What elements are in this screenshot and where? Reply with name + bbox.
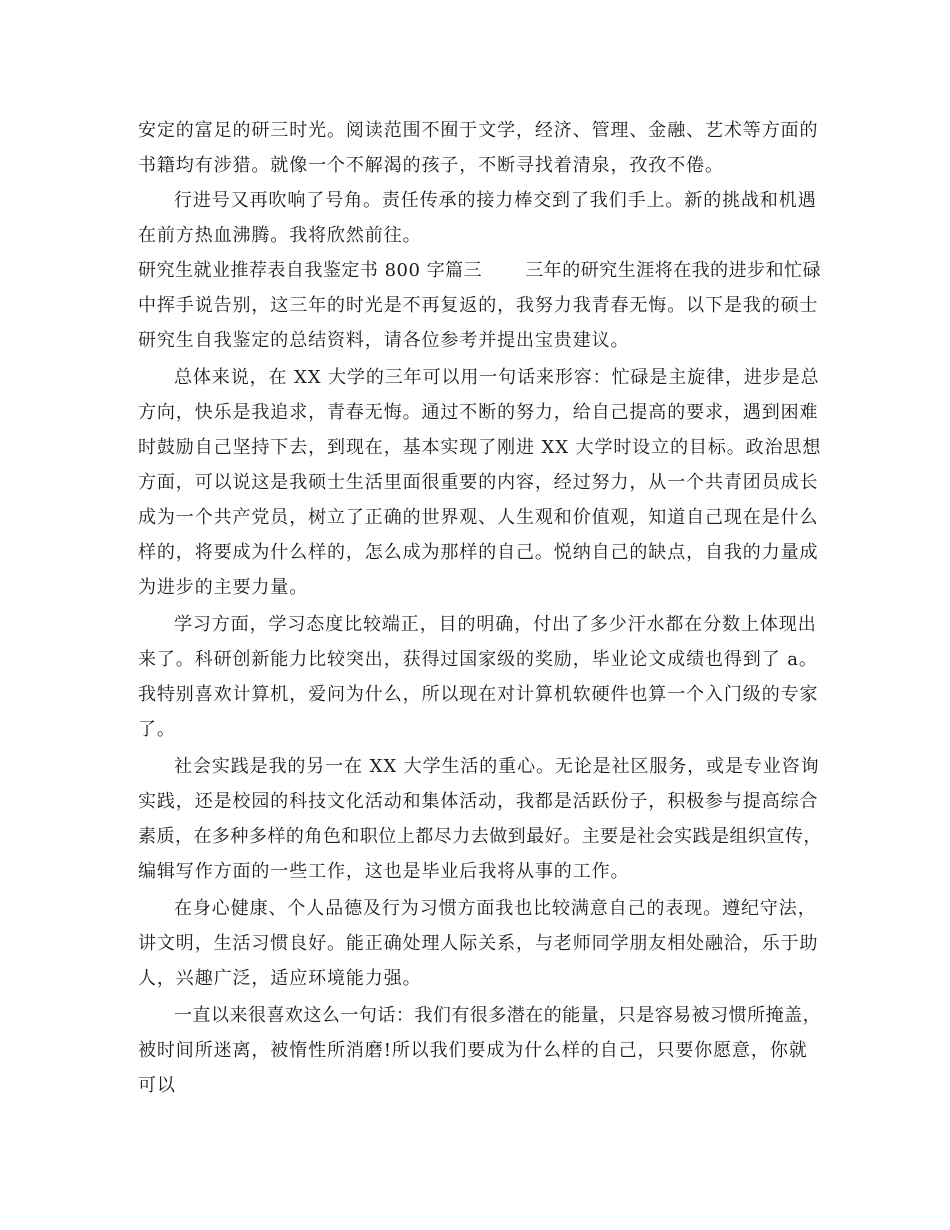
text-line: 可以 [138,1075,176,1096]
text-line: 方向，快乐是我追求，青春无悔。通过不断的努力，给自己提高的要求，遇到困难 [138,402,819,423]
paragraph-start: 一直以来很喜欢这么一句话：我们有很多潜在的能量，只是容易被习惯所掩盖， [174,1005,822,1026]
text-line: 人，兴趣广泛，适应环境能力强。 [138,968,422,989]
text-line: 编辑写作方面的一些工作，这也是毕业后我将从事的工作。 [138,861,630,882]
text-line: 为进步的主要力量。 [138,577,309,598]
text-line: 讲文明，生活习惯良好。能正确处理人际关系，与老师同学朋友相处融洽，乐于助 [138,933,819,954]
text-line: 安定的富足的研三时光。阅读范围不囿于文学，经济、管理、金融、艺术等方面的 [138,120,819,141]
text-line: 研究生自我鉴定的总结资料，请各位参考并提出宝贵建议。 [138,330,630,351]
text-line: 书籍均有涉猎。就像一个不解渴的孩子，不断寻找着清泉，孜孜不倦。 [138,155,724,176]
text-line: 在前方热血沸腾。我将欣然前往。 [138,225,422,246]
paragraph-start: 学习方面，学习态度比较端正，目的明确，付出了多少汗水都在分数上体现出 [174,614,817,635]
paragraph-start: 社会实践是我的另一在 XX 大学生活的重心。无论是社区服务，或是专业咨询 [174,756,820,777]
text-line: 时鼓励自己坚持下去，到现在，基本实现了刚进 XX 大学时设立的目标。政治思想 [138,437,822,458]
text-line: 方面，可以说这是我硕士生活里面很重要的内容，经过努力，从一个共青团员成长 [138,472,819,493]
section-heading-line: 研究生就业推荐表自我鉴定书 800 字篇三 三年的研究生涯将在我的进步和忙碌 [138,260,822,281]
text-line: 我特别喜欢计算机，爱问为什么，所以现在对计算机软硬件也算一个入门级的专家 [138,684,819,705]
text-line: 了。 [138,719,176,740]
text-line: 成为一个共产党员，树立了正确的世界观、人生观和价值观，知道自己现在是什么 [138,507,819,528]
text-line: 实践，还是校园的科技文化活动和集体活动，我都是活跃份子，积极参与提高综合 [138,791,819,812]
text-line: 样的，将要成为什么样的，怎么成为那样的自己。悦纳自己的缺点，自我的力量成 [138,542,819,563]
paragraph-start: 总体来说，在 XX 大学的三年可以用一句话来形容：忙碌是主旋律，进步是总 [174,367,820,388]
text-line: 来了。科研创新能力比较突出，获得过国家级的奖励，毕业论文成绩也得到了 a。 [138,649,818,670]
text-line: 中挥手说告别，这三年的时光是不再复返的，我努力我青春无悔。以下是我的硕士 [138,295,819,316]
text-line: 素质，在多种多样的角色和职位上都尽力去做到最好。主要是社会实践是组织宣传， [138,826,822,847]
paragraph-start: 行进号又再吹响了号角。责任传承的接力棒交到了我们手上。新的挑战和机遇 [174,190,817,211]
paragraph-start: 在身心健康、个人品德及行为习惯方面我也比较满意自己的表现。遵纪守法， [174,898,817,919]
text-line: 被时间所迷离，被惰性所消磨!所以我们要成为什么样的自己，只要你愿意，你就 [138,1040,808,1061]
